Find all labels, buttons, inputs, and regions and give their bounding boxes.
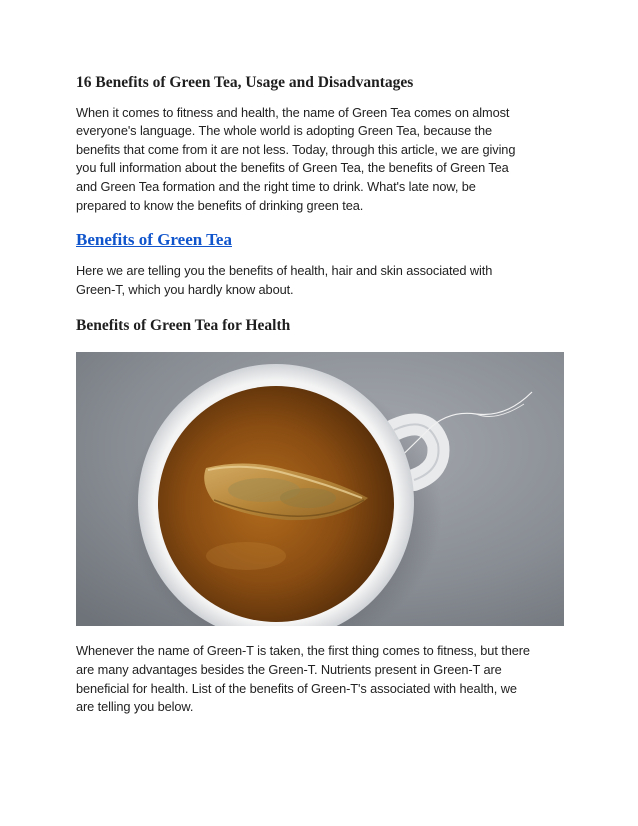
intro-line: you full information about the benefits of Green Tea, the benefits of Green Tea	[76, 160, 509, 176]
intro-line: benefits that come from it are not less. Today, through this article, we are giving	[76, 141, 516, 157]
benefits-paragraph	[76, 262, 564, 299]
intro-line: prepared to know the benefits of drinking green tea.	[76, 197, 364, 213]
intro-line: everyone's language. The whole world is adopting Green Tea, because the	[76, 123, 493, 139]
health-line: are many advantages besides the Green-T. Nutrients present in Green-T are	[76, 661, 502, 677]
intro-line: When it comes to fitness and health, the name of Green Tea comes on almost	[76, 104, 510, 120]
health-line: beneficial for health. List of the benefits of Green-T's associated with health, we	[76, 680, 517, 696]
article-title: 16 Benefits of Green Tea, Usage and Disadvantages	[76, 74, 414, 91]
health-heading: Benefits of Green Tea for Health	[76, 317, 291, 335]
green-tea-cup-photo	[76, 352, 564, 626]
intro-paragraph	[76, 104, 564, 216]
benefits-line: Green-T, which you hardly know about.	[76, 281, 294, 297]
benefits-heading-link[interactable]: Benefits of Green Tea	[76, 230, 232, 250]
tea-cup-illustration	[76, 352, 564, 626]
health-line: are telling you below.	[76, 699, 194, 715]
health-line: Whenever the name of Green-T is taken, the first thing comes to fitness, but there	[76, 643, 530, 659]
intro-line: and Green Tea formation and the right time to drink. What's late now, be	[76, 178, 476, 194]
health-paragraph	[76, 642, 564, 716]
benefits-line: Here we are telling you the benefits of health, hair and skin associated with	[76, 263, 493, 279]
